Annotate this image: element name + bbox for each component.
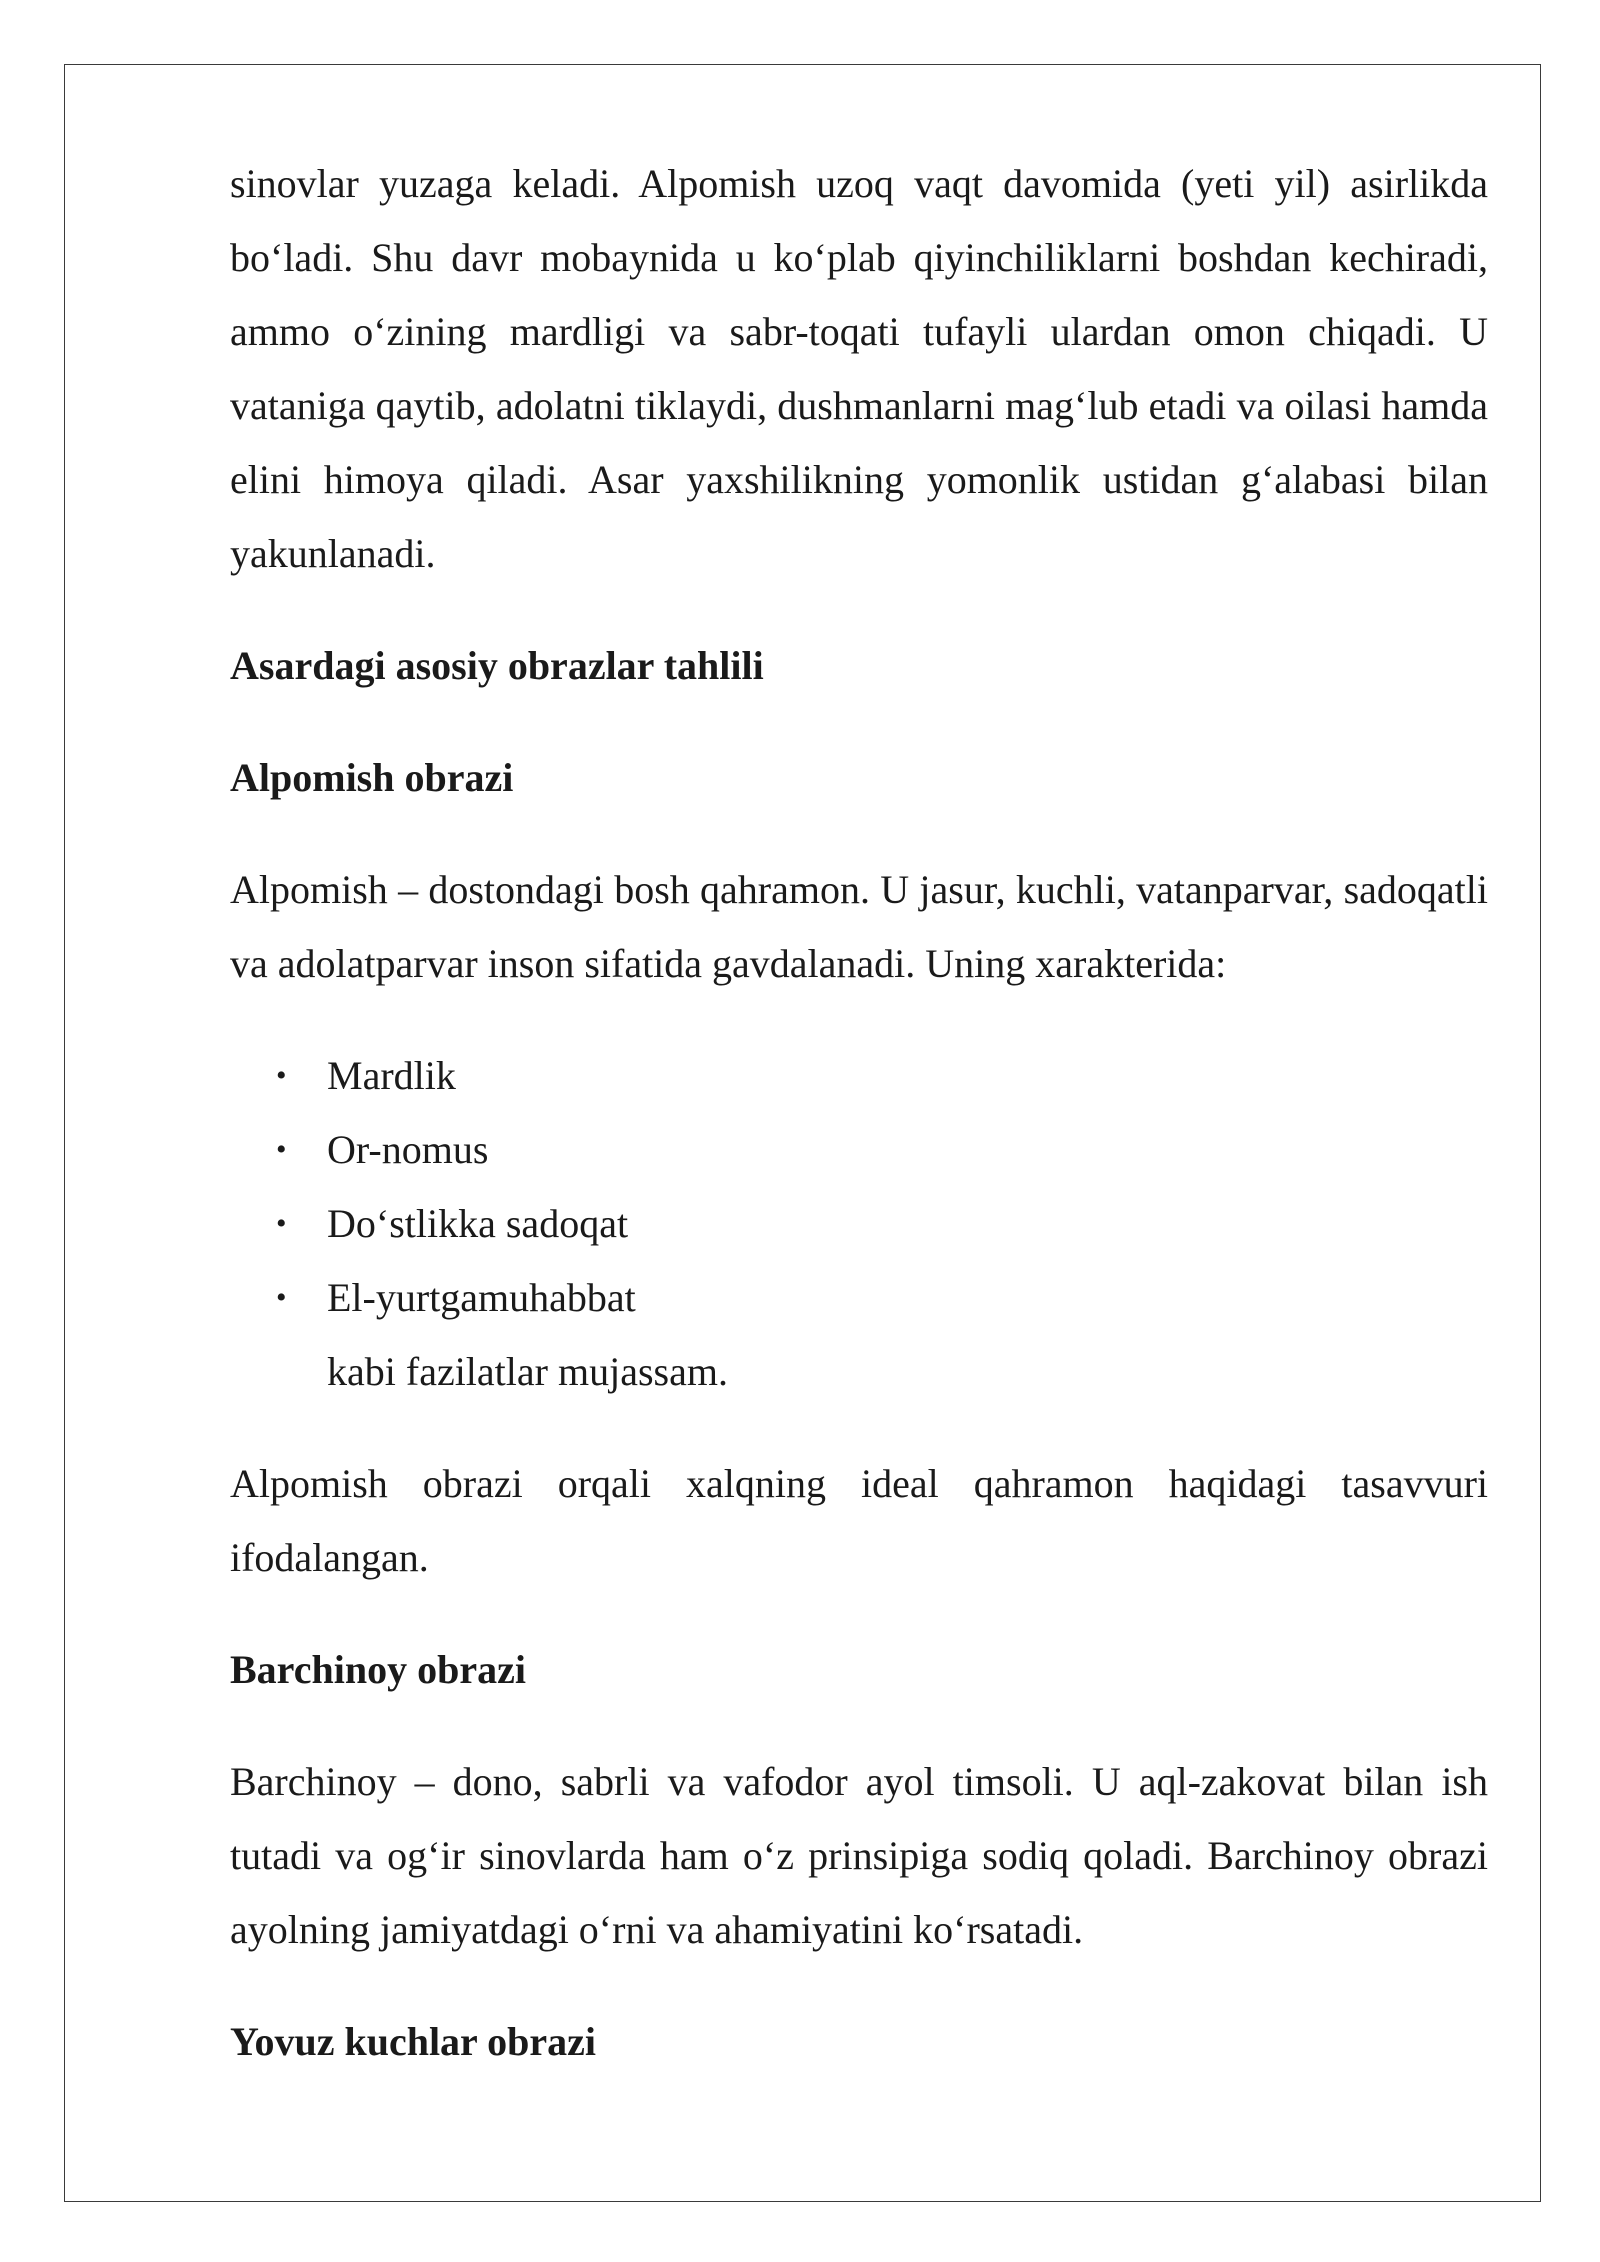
bullet-icon: • (276, 1133, 287, 1166)
list-item (276, 1113, 1488, 1187)
traits-tail: kabi fazilatlar mujassam. (327, 1349, 728, 1394)
bullet-icon: • (276, 1281, 287, 1314)
bullet-icon: • (276, 1207, 287, 1240)
traits-list (230, 1039, 1488, 1335)
list-item (276, 1039, 1488, 1113)
bullet-icon: • (276, 1059, 287, 1092)
trait-label: El-yurtgamuhabbat (327, 1275, 636, 1320)
intro-paragraph: sinovlar yuzaga keladi. Alpomish uzoq vaqt davomida (yeti yil) asirlikda bo‘ladi. Shu davr mobaynida u ko‘plab qiyinchiliklarni boshdan kechiradi, ammo o‘zining mardligi va sabr-toqati tufayli ulardan omon chiqadi. U vataniga qaytib, adolatni tiklaydi, dushmanlarni mag‘lub etadi va oilasi hamda elini himoya qiladi. Asar yaxshilikning yomonlik ustidan g‘alabasi bilan yakunlanadi. (230, 161, 1488, 576)
list-item (276, 1261, 1488, 1335)
yovuz-heading: Yovuz kuchlar obrazi (230, 2019, 596, 2064)
barchinoy-paragraph: Barchinoy – dono, sabrli va vafodor ayol timsoli. U aql-zakovat bilan ish tutadi va og‘ir sinovlarda ham o‘z prinsipiga sodiq qoladi. Barchinoy obrazi ayolning jamiyatdagi o‘rni va ahamiyatini ko‘rsatadi. (230, 1759, 1488, 1952)
alpomish-heading: Alpomish obrazi (230, 755, 514, 800)
trait-label: Mardlik (327, 1053, 456, 1098)
section-heading: Asardagi asosiy obrazlar tahlili (230, 643, 764, 688)
document-body (230, 147, 1488, 2079)
list-item (276, 1187, 1488, 1261)
alpomish-paragraph: Alpomish – dostondagi bosh qahramon. U jasur, kuchli, vatanparvar, sadoqatli va adolatparvar inson sifatida gavdalanadi. Uning xarakterida: (230, 867, 1488, 986)
trait-label: Do‘stlikka sadoqat (327, 1201, 629, 1246)
barchinoy-heading: Barchinoy obrazi (230, 1647, 526, 1692)
trait-label: Or-nomus (327, 1127, 489, 1172)
alpomish-closing-paragraph: Alpomish obrazi orqali xalqning ideal qahramon haqidagi tasavvuri ifodalangan. (230, 1461, 1488, 1580)
